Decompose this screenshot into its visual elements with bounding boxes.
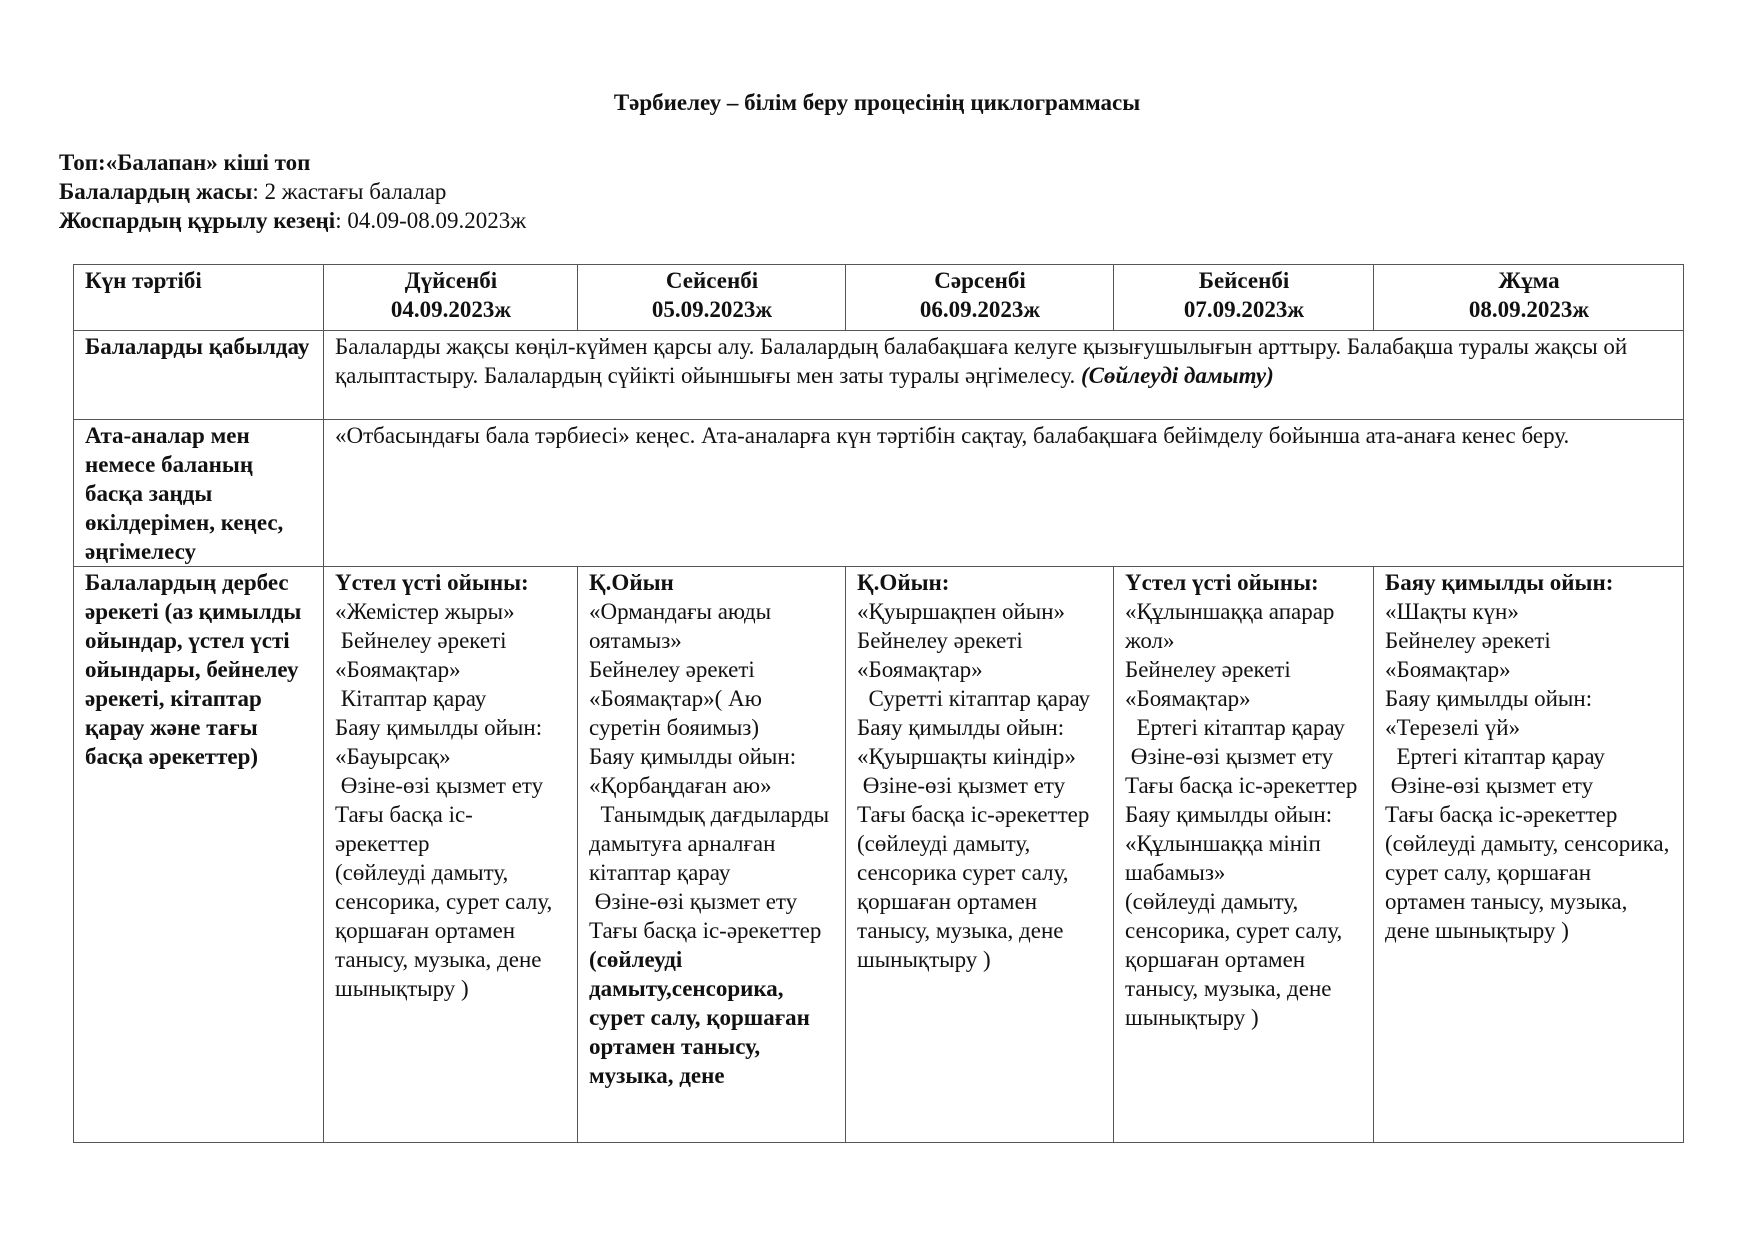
activity-line: Өзіне-өзі қызмет ету (857, 773, 1066, 798)
header-day-wed (846, 265, 1114, 331)
activity-line: Тағы басқа іс-әрекеттер (1385, 802, 1618, 827)
group-line (59, 148, 526, 177)
activity-line: «Қуыршақты киіндір» (857, 744, 1076, 769)
activity-line: Ертегі кітаптар қарау (1385, 744, 1605, 769)
activity-line: «Құлыншаққа мініп шабамыз» (1125, 831, 1327, 885)
activity-line: «Қуыршақпен ойын» (857, 599, 1066, 624)
group-value: «Балапан» кіші топ (105, 150, 311, 175)
day-date: 04.09.2023ж (390, 297, 512, 322)
activity-line: «Шақты күн» (1385, 599, 1519, 624)
activity-cell-tue (578, 567, 846, 1143)
activity-line: (сөйлеуді дамыту, сенсорика, сурет салу, қоршаған ортамен танысу, музыка, дене шынықтыру ) (335, 860, 559, 1001)
row-label-accept: Балаларды қабылдау (74, 331, 324, 420)
header-day-tue (578, 265, 846, 331)
activity-line: «Жемістер жыры» (335, 599, 515, 624)
activity-line: Өзіне-өзі қызмет ету (335, 773, 544, 798)
group-label: Топ: (59, 150, 106, 175)
activity-line: Танымдық дағдыларды дамытуға арналған кітаптар қарау (589, 802, 835, 885)
age-value: : 2 жастағы балалар (252, 179, 447, 204)
day-name: Жұма (1498, 268, 1560, 293)
activity-line: (сөйлеуді дамыту, сенсорика сурет салу, қоршаған ортамен танысу, музыка, дене шынықтыру ) (857, 831, 1075, 972)
activity-line: Тағы басқа іс-әрекеттер (335, 802, 473, 856)
activity-line: Кітаптар қарау (335, 686, 487, 711)
activity-line: Өзіне-өзі қызмет ету (589, 889, 798, 914)
activity-line: «Боямақтар»( Аю суретін бояимыз) (589, 686, 768, 740)
activity-line: Баяу қимылды ойын: (1385, 686, 1593, 711)
activity-line: Баяу қимылды ойын: (589, 744, 797, 769)
day-date: 08.09.2023ж (1468, 297, 1590, 322)
activity-line: «Боямақтар» (335, 657, 461, 682)
activity-line: «Қорбаңдаған аю» (589, 773, 772, 798)
activity-line: Тағы басқа іс-әрекеттер (857, 802, 1090, 827)
activity-line: Суретті кітаптар қарау (857, 686, 1091, 711)
header-schedule: Күн тәртібі (74, 265, 324, 331)
activity-line: «Боямақтар» (1125, 686, 1251, 711)
activity-line: Өзіне-өзі қызмет ету (1125, 744, 1334, 769)
table-header-row (74, 265, 1684, 331)
age-label: Балалардың жасы (59, 179, 253, 204)
activity-line: Баяу қимылды ойын: (857, 715, 1065, 740)
activity-line: «Боямақтар» (1385, 657, 1511, 682)
activity-line: Бейнелеу әрекеті (335, 628, 507, 653)
activity-heading: Баяу қимылды ойын: (1385, 570, 1614, 595)
activity-cell-fri (1374, 567, 1684, 1143)
row-label-parents: Ата-аналар мен немесе баланың басқа заңды өкілдерімен, кеңес, әңгімелесу (74, 420, 324, 567)
activity-line: Бейнелеу әрекеті (1385, 628, 1551, 653)
period-value: : 04.09-08.09.2023ж (335, 208, 527, 233)
activity-heading: Қ.Ойын: (857, 570, 950, 595)
activity-line: Бейнелеу әрекеті (1125, 657, 1291, 682)
day-name: Сейсенбі (665, 268, 759, 293)
day-date: 07.09.2023ж (1183, 297, 1305, 322)
activity-cell-mon (324, 567, 578, 1143)
activity-line: (сөйлеуді дамыту, сенсорика, сурет салу, қоршаған ортамен танысу, музыка, дене шынықтыру ) (1385, 831, 1676, 943)
header-day-fri (1374, 265, 1684, 331)
activity-line: (сөйлеуді дамыту, сенсорика, сурет салу, қоршаған ортамен танысу, музыка, дене шынықтыру ) (1125, 889, 1349, 1030)
day-name: Бейсенбі (1198, 268, 1290, 293)
activity-heading: Қ.Ойын (589, 570, 674, 595)
activity-line: Бейнелеу әрекеті (589, 657, 755, 682)
activity-line: Баяу қимылды ойын: (1125, 802, 1333, 827)
activity-line: Ертегі кітаптар қарау (1125, 715, 1345, 740)
age-line (59, 177, 526, 206)
activity-line: Тағы басқа іс-әрекеттер (1125, 773, 1358, 798)
activity-line: «Бауырсақ» (335, 744, 451, 769)
activity-line: «Құлыншаққа апарар жол» (1125, 599, 1341, 653)
cyclogram-table (73, 264, 1684, 1143)
table-row-activity (74, 567, 1684, 1143)
day-name: Дүйсенбі (404, 268, 498, 293)
activity-cell-thu (1114, 567, 1374, 1143)
header-day-mon (324, 265, 578, 331)
day-name: Сәрсенбі (934, 268, 1026, 293)
parents-text: «Отбасындағы бала тәрбиесі» кеңес. Ата-аналарға күн тәртібін сақтау, балабақшаға бейімделу бойынша ата-анаға кенес беру. (324, 420, 1684, 567)
header-day-thu (1114, 265, 1374, 331)
accept-text-cell (324, 331, 1684, 420)
period-line (59, 206, 526, 235)
activity-line: Тағы басқа іс-әрекеттер (589, 918, 822, 943)
row-label-activity: Балалардың дербес әрекеті (аз қимылды ойындар, үстел үсті ойындары, бейнелеу әрекеті, кітаптар қарау және тағы басқа әрекеттер) (74, 567, 324, 1143)
table-row-accept (74, 331, 1684, 420)
activity-cell-wed (846, 567, 1114, 1143)
activity-heading: Үстел үсті ойыны: (1125, 570, 1319, 595)
day-date: 05.09.2023ж (651, 297, 773, 322)
meta-block (59, 148, 526, 235)
activity-line: «Ормандағы аюды оятамыз» (589, 599, 777, 653)
activity-line: Баяу қимылды ойын: (335, 715, 543, 740)
activity-line: «Терезелі үй» (1385, 715, 1521, 740)
activity-line: «Боямақтар» (857, 657, 983, 682)
page-title: Тәрбиелеу – білім беру процесінің циклограммасы (613, 90, 1141, 115)
activity-line: Өзіне-өзі қызмет ету (1385, 773, 1594, 798)
table-row-parents (74, 420, 1684, 567)
day-date: 06.09.2023ж (919, 297, 1041, 322)
activity-line: Бейнелеу әрекеті (857, 628, 1023, 653)
accept-text: Балаларды жақсы көңіл-күймен қарсы алу. Балалардың балабақшаға келуге қызығушылығын арттыру. Балабақша туралы жақсы ой қалыптастыру. Балалардың сүйікті ойыншығы мен заты туралы әңгімелесу. (335, 334, 1628, 388)
accept-emph: (Сөйлеуді дамыту) (1081, 363, 1274, 388)
activity-heading: Үстел үсті ойыны: (335, 570, 529, 595)
period-label: Жоспардың құрылу кезеңі (59, 208, 336, 233)
activity-bold-tail: (сөйлеуді дамыту,сенсорика, сурет салу, қоршаған ортамен танысу, музыка, дене (589, 947, 810, 1088)
